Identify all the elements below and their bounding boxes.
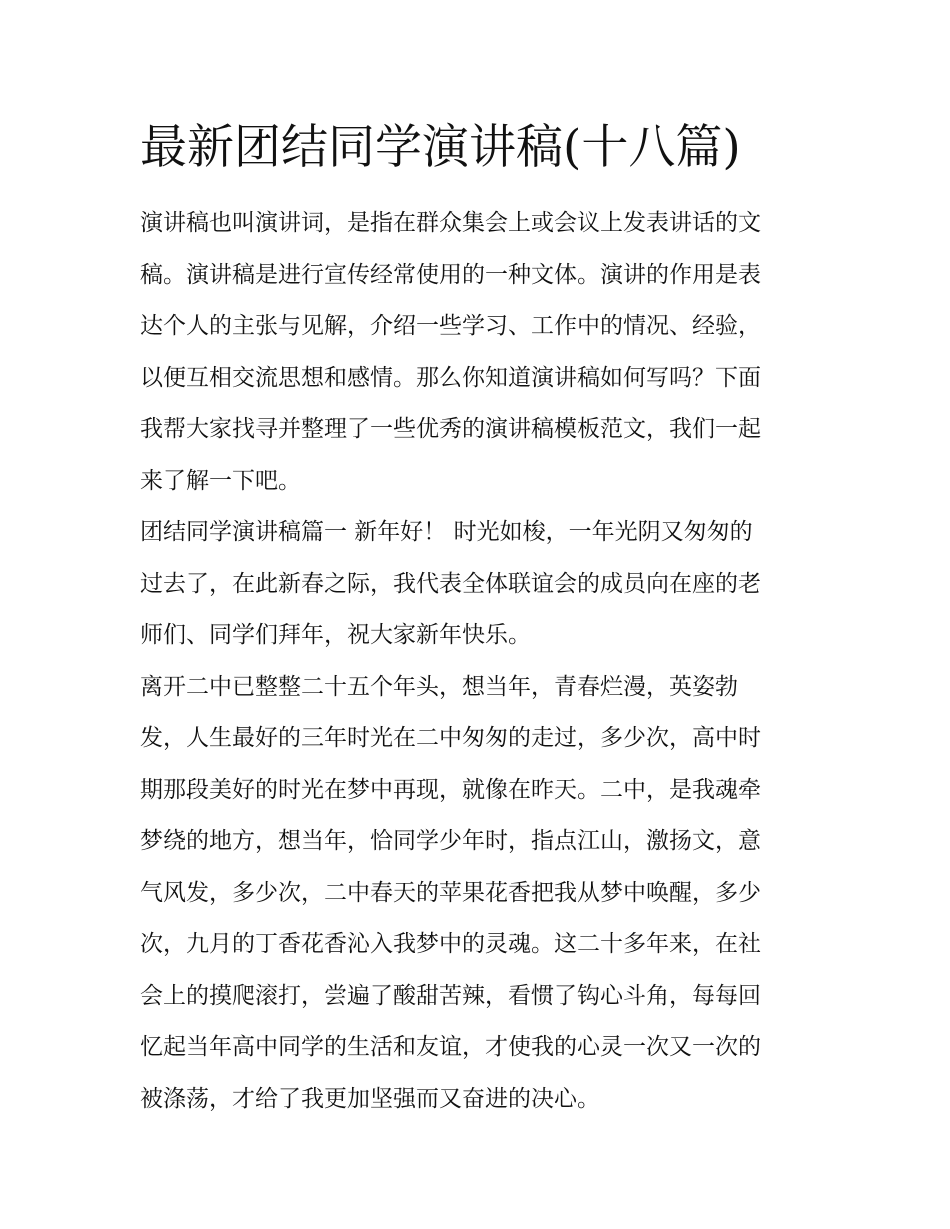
paragraph-speech-one-opening <box>140 507 812 662</box>
text-line: 梦绕的地方，想当年，恰同学少年时，指点江山，激扬文，意 <box>140 828 761 854</box>
text-line: 气风发，多少次，二中春天的苹果花香把我从梦中唤醒，多少 <box>140 879 761 906</box>
document-title: 最新团结同学演讲稿(十八篇) <box>140 120 741 175</box>
text-line: 被涤荡，才给了我更加坚强而又奋进的决心。 <box>140 1085 600 1112</box>
text-line: 团结同学演讲稿篇一 新年好！ 时光如梭，一年光阴又匆匆的 <box>140 519 753 545</box>
paragraph-intro <box>140 198 812 507</box>
text-line: 发，人生最好的三年时光在二中匆匆的走过，多少次，高中时 <box>140 725 761 751</box>
text-line: 演讲稿也叫演讲词，是指在群众集会上或会议上发表讲话的文 <box>140 210 761 236</box>
text-line: 忆起当年高中同学的生活和友谊，才使我的心灵一次又一次的 <box>140 1034 761 1060</box>
paragraph-speech-one-body <box>140 662 812 1126</box>
text-line: 以便互相交流思想和感情。那么你知道演讲稿如何写吗？下面 <box>140 364 761 391</box>
text-line: 达个人的主张与见解，介绍一些学习、工作中的情况、经验， <box>140 313 761 339</box>
text-line: 来了解一下吧。 <box>140 467 301 494</box>
text-line: 稿。演讲稿是进行宣传经常使用的一种文体。演讲的作用是表 <box>140 261 761 288</box>
text-line: 离开二中已整整二十五个年头，想当年，青春烂漫，英姿勃 <box>140 673 738 700</box>
text-line: 次，九月的丁香花香沁入我梦中的灵魂。这二十多年来，在社 <box>140 931 761 957</box>
document-body <box>140 198 812 1125</box>
text-line: 过去了，在此新春之际，我代表全体联谊会的成员向在座的老 <box>140 570 761 597</box>
text-line: 师们、同学们拜年，祝大家新年快乐。 <box>140 622 531 648</box>
text-line: 我帮大家找寻并整理了一些优秀的演讲稿模板范文，我们一起 <box>140 416 761 442</box>
text-line: 会上的摸爬滚打，尝遍了酸甜苦辣，看惯了钩心斗角，每每回 <box>140 982 761 1009</box>
text-line: 期那段美好的时光在梦中再现，就像在昨天。二中，是我魂牵 <box>140 776 761 803</box>
